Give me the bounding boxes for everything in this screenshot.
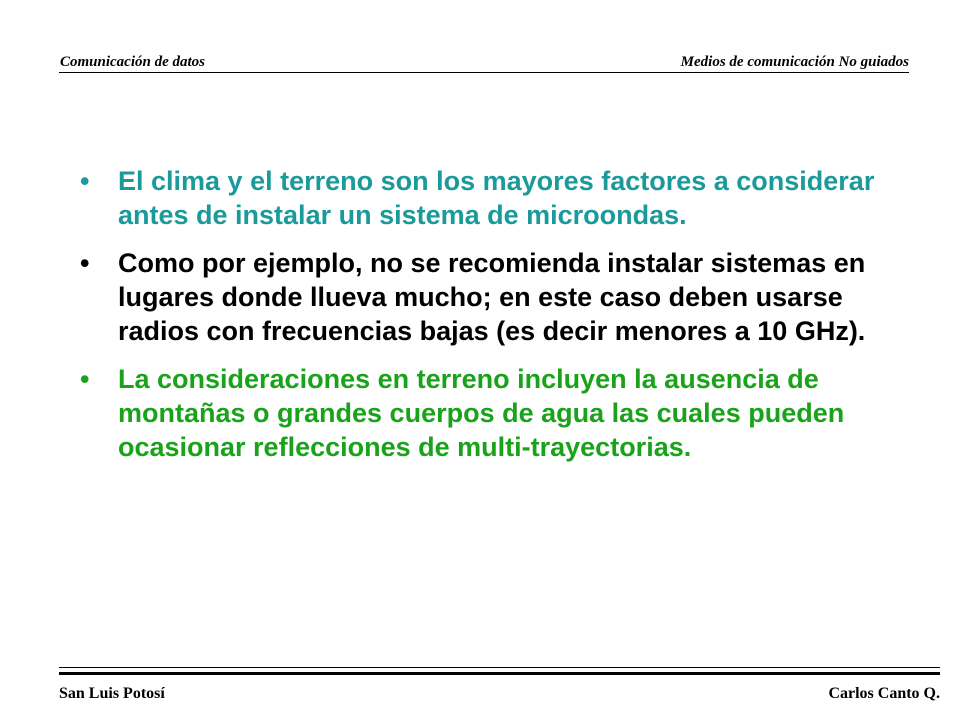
bullet-item-terrain — [80, 362, 880, 464]
footer-divider-thick — [59, 672, 940, 675]
header-course-title: Comunicación de datos — [60, 54, 206, 70]
footer-author: Carlos Canto Q. — [828, 685, 940, 702]
bullet-icon: • — [80, 166, 90, 196]
header-divider — [59, 72, 909, 73]
bullet-icon: • — [80, 364, 90, 394]
footer-location: San Luis Potosí — [59, 685, 165, 702]
header-topic-title: Medios de comunicación No guiados — [680, 54, 909, 70]
bullet-text: Como por ejemplo, no se recomienda instalar sistemas en lugares donde llueva mucho; en este caso deben usarse radios con frecuencias bajas (es decir menores a 10 GHz). — [118, 248, 866, 346]
bullet-text: La consideraciones en terreno incluyen la ausencia de montañas o grandes cuerpos de agua las cuales pueden ocasionar reflecciones de multi-trayectorias. — [118, 364, 845, 462]
slide-content — [80, 164, 880, 478]
bullet-item-climate — [80, 164, 880, 232]
footer-divider-thin — [59, 667, 940, 668]
slide-footer — [59, 685, 940, 707]
bullet-text: El clima y el terreno son los mayores factores a considerar antes de instalar un sistema de microondas. — [118, 166, 875, 230]
bullet-item-example — [80, 246, 880, 348]
slide-header — [59, 52, 909, 74]
bullet-icon: • — [80, 248, 90, 278]
